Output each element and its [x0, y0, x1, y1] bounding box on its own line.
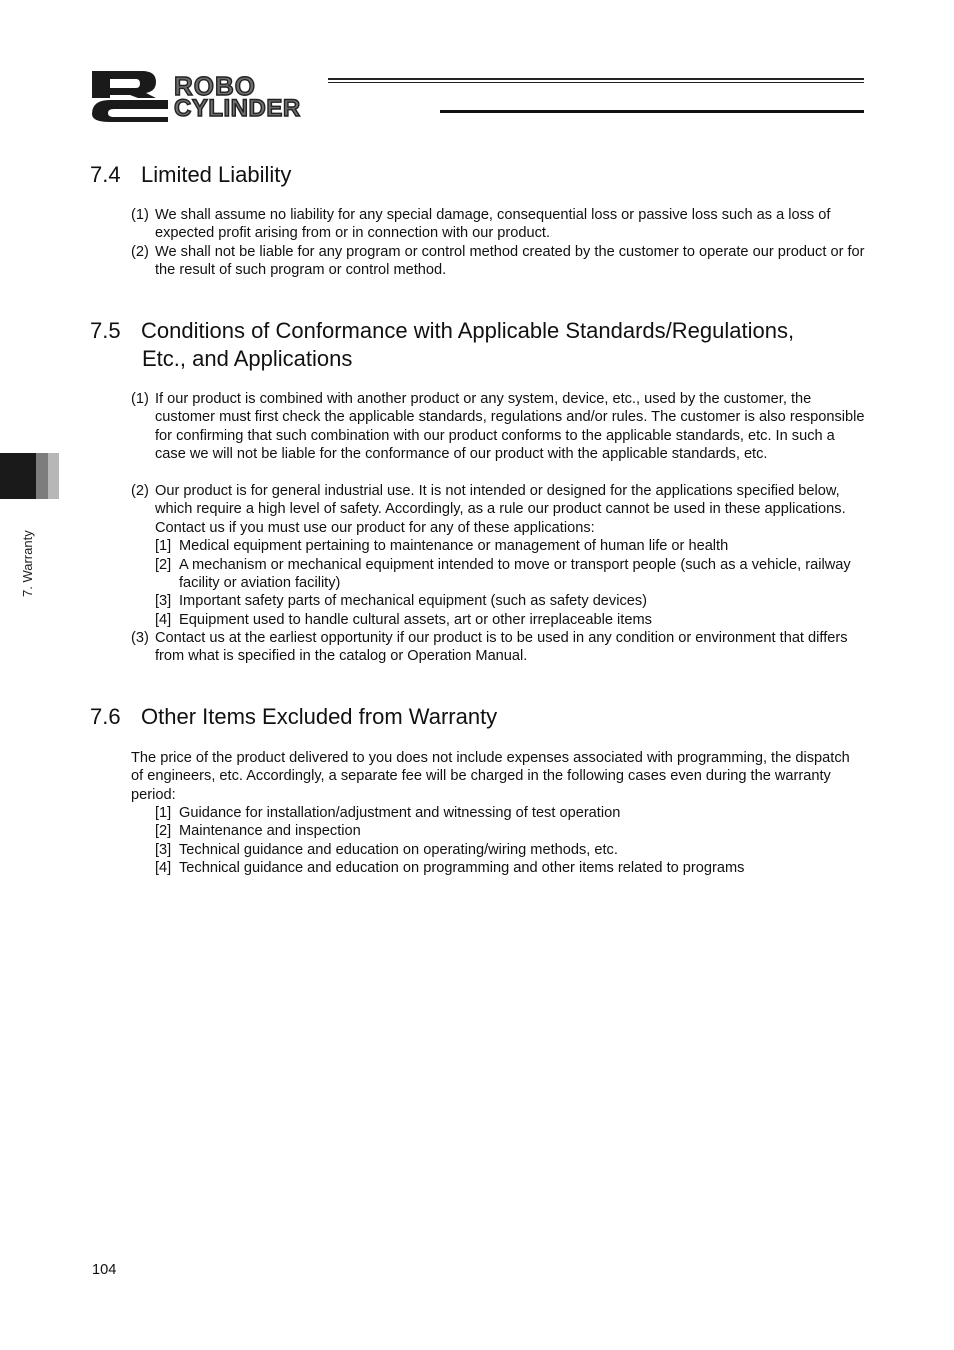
logo-word-robo: ROBO	[174, 71, 256, 101]
header-rule	[328, 82, 864, 83]
section-heading-7-6	[90, 703, 497, 731]
subitem-label: [4]	[155, 612, 172, 628]
section-title-line2: Etc., and Applications	[142, 346, 353, 371]
sub-list-item	[155, 611, 865, 629]
subitem-label: [1]	[155, 538, 172, 554]
list-item	[131, 629, 867, 666]
section-number: 7.6	[90, 704, 121, 729]
header-rule-main	[440, 110, 864, 113]
item-label: (2)	[131, 244, 149, 260]
subitem-label: [4]	[155, 860, 172, 876]
logo-word-cylinder: CYLINDER	[174, 95, 301, 122]
section-title: Other Items Excluded from Warranty	[141, 704, 498, 729]
subitem-label: [3]	[155, 593, 172, 609]
list-item	[131, 390, 865, 464]
item-text: If our product is combined with another product or any system, device, etc., used by the customer, the customer must first check the applicable standards, regulations and/or rules. The customer is also responsible for confirming that such combination with our product conforms to the applicable standards, etc. In such a case we will not be liable for the conformance of our product with the applicable standards, etc.	[155, 391, 865, 463]
chapter-tab-shade	[36, 453, 48, 499]
sub-list-item	[155, 556, 865, 593]
subitem-text: Maintenance and inspection	[179, 823, 361, 839]
subitem-text: Equipment used to handle cultural assets, art or other irreplaceable items	[179, 612, 652, 628]
list-item	[131, 482, 865, 537]
section-heading-7-4	[90, 161, 291, 189]
sub-list-item	[155, 804, 865, 822]
subitem-label: [2]	[155, 823, 172, 839]
subitem-text: A mechanism or mechanical equipment intended to move or transport people (such as a vehicle, railway facility or aviation facility)	[179, 557, 851, 592]
item-text: We shall assume no liability for any special damage, consequential loss or passive loss such as a loss of expected profit arising from or in connection with our product.	[155, 207, 831, 242]
item-label: (3)	[131, 630, 149, 646]
chapter-tab	[0, 453, 36, 499]
page-number: 104	[92, 1262, 117, 1278]
subitem-label: [3]	[155, 842, 172, 858]
section-heading-7-5	[90, 317, 870, 373]
section-title: Limited Liability	[141, 162, 292, 187]
header-rule	[328, 78, 864, 80]
item-text: Our product is for general industrial use. It is not intended or designed for the applications specified below, which require a high level of safety. Accordingly, as a rule our product cannot be used in these applications. Contact us if you must use our product for any of these applications:	[155, 483, 846, 536]
subitem-label: [1]	[155, 805, 172, 821]
robo-cylinder-logo	[90, 68, 435, 126]
section-title-line1: Conditions of Conformance with Applicable Standards/Regulations,	[141, 318, 795, 343]
sub-list-item	[155, 859, 865, 877]
subitem-text: Medical equipment pertaining to maintenance or management of human life or health	[179, 538, 729, 554]
list-item	[131, 243, 865, 280]
sub-list-item	[155, 537, 865, 555]
list-item	[131, 206, 865, 243]
subitem-text: Technical guidance and education on operating/wiring methods, etc.	[179, 842, 618, 858]
sub-list-item	[155, 841, 865, 859]
section-number: 7.5	[90, 318, 121, 343]
chapter-tab-shade	[48, 453, 59, 499]
subitem-text: Important safety parts of mechanical equipment (such as safety devices)	[179, 593, 648, 609]
subitem-label: [2]	[155, 557, 172, 573]
item-label: (2)	[131, 483, 149, 499]
item-label: (1)	[131, 207, 149, 223]
chapter-label: 7. Warranty	[20, 530, 35, 597]
section-intro: The price of the product delivered to you does not include expenses associated with programming, the dispatch of engineers, etc. Accordingly, a separate fee will be charged in the following cases even during the warranty period:	[131, 750, 850, 803]
subitem-text: Technical guidance and education on programming and other items related to programs	[179, 860, 745, 876]
sub-list-item	[155, 592, 865, 610]
subitem-text: Guidance for installation/adjustment and witnessing of test operation	[179, 805, 621, 821]
sub-list-item	[155, 822, 865, 840]
item-label: (1)	[131, 391, 149, 407]
item-text: Contact us at the earliest opportunity if our product is to be used in any condition or environment that differs from what is specified in the catalog or Operation Manual.	[155, 630, 848, 665]
section-number: 7.4	[90, 162, 121, 187]
item-text: We shall not be liable for any program or control method created by the customer to operate our product or for the result of such program or control method.	[155, 244, 865, 279]
